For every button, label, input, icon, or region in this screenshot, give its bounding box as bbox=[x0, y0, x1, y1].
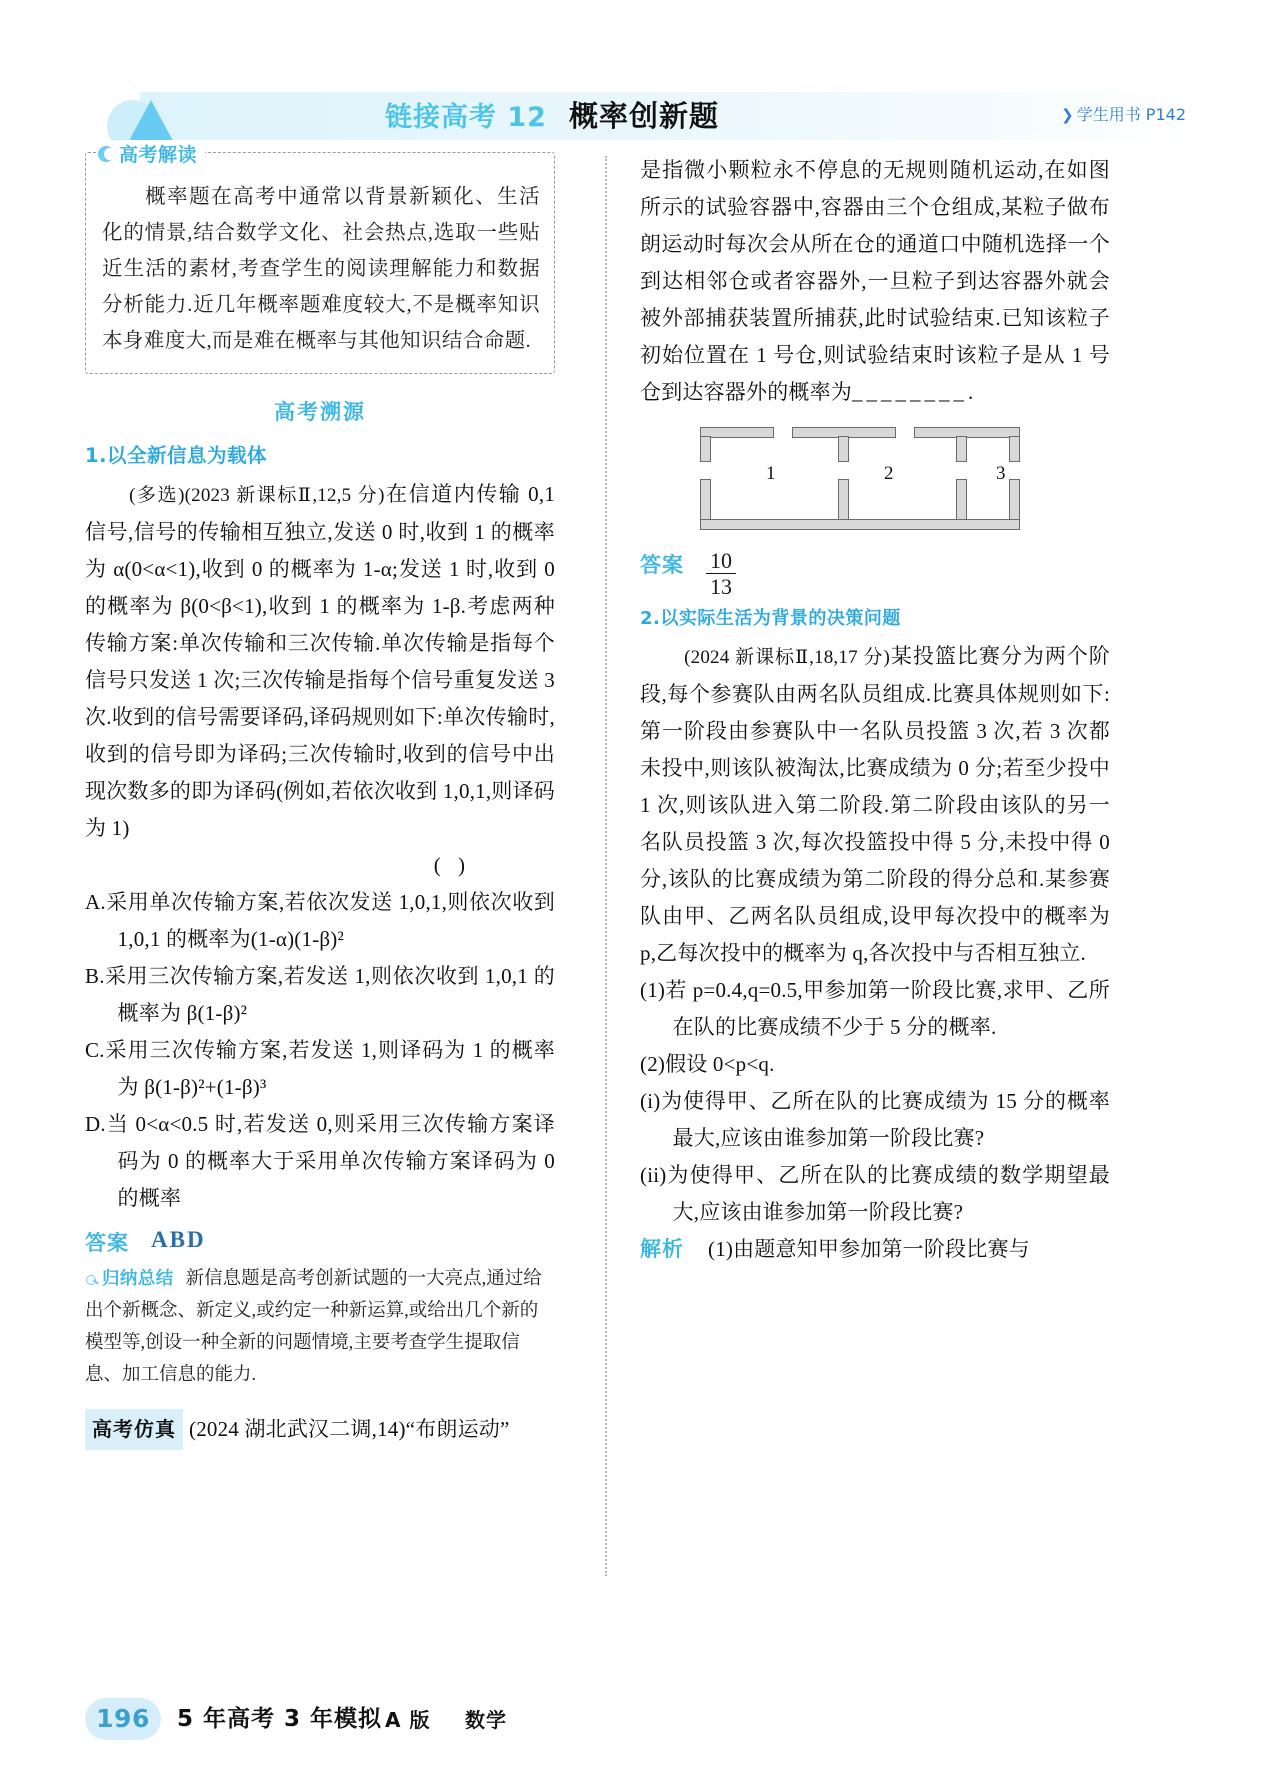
simulation-row bbox=[85, 1409, 555, 1450]
header-title-text: 概率创新题 bbox=[568, 99, 719, 133]
problem-2-part-2i: (i)为使得甲、乙所在队的比赛成绩为 15 分的概率最大,应该由谁参加第一阶段比赛? bbox=[640, 1089, 1110, 1151]
magnifier-icon bbox=[85, 1272, 99, 1286]
header-label: 链接高考 12 bbox=[385, 102, 547, 133]
exam-interpretation-title: 高考解读 bbox=[119, 144, 198, 166]
footer-edition: A 版 bbox=[385, 1708, 431, 1732]
exam-interpretation-tag bbox=[96, 140, 205, 167]
subsection-1-heading: 1.以全新信息为载体 bbox=[85, 444, 267, 467]
answer-label: 答案 bbox=[85, 1231, 129, 1255]
fraction-denominator: 13 bbox=[706, 573, 736, 598]
problem-1-options bbox=[85, 884, 555, 1217]
student-book-reference bbox=[1061, 100, 1186, 130]
problem-1-blank-tail: . bbox=[968, 380, 974, 404]
solution-label: 解析 bbox=[640, 1237, 684, 1262]
divider-wall-1-upper bbox=[838, 436, 849, 462]
bin-label-3: 3 bbox=[996, 463, 1006, 484]
problem-1-choice-blank: ( ) bbox=[433, 853, 471, 877]
problem-1-continuation-text: 是指微小颗粒永不停息的无规则随机运动,在如图所示的试验容器中,容器由三个仓组成,某粒子做布朗运动时每次会从所在仓的通道口中随机选择一个到达相邻仓或者容器外,一旦粒子到达容器外就会被外部捕获装置所捕获,此时试验结束.已知该粒子初始位置在 1 号仓,则试验结束时该粒子是从 1 号仓到达容器外的概率为 bbox=[640, 158, 1110, 404]
exam-interpretation-box bbox=[85, 144, 555, 374]
problem-2-meta: (2024 新课标Ⅱ,18,17 分) bbox=[684, 647, 891, 669]
answer-label-right: 答案 bbox=[640, 553, 684, 577]
solution-text: (1)由题意知甲参加第一阶段比赛与 bbox=[708, 1237, 1030, 1262]
exam-interpretation-body bbox=[102, 179, 540, 359]
option-c: C.采用三次传输方案,若发送 1,则译码为 1 的概率为 β(1-β)²+(1-β)³ bbox=[85, 1038, 555, 1099]
problem-1-answer-row bbox=[85, 1227, 555, 1257]
option-b: B.采用三次传输方案,若发送 1,则依次收到 1,0,1 的概率为 β(1-β)² bbox=[85, 964, 555, 1025]
page-footer bbox=[85, 1698, 1195, 1742]
right-column bbox=[640, 152, 1110, 1582]
top-wall-segment-3 bbox=[914, 427, 1020, 438]
exam-interpretation-text: 概率题在高考中通常以背景新颖化、生活化的情景,结合数学文化、社会热点,选取一些贴近生活的素材,考查学生的阅读理解能力和数据分析能力.近几年概率题难度较大,不是概率知识本身难度大,而是难在概率与其他知识结合命题. bbox=[102, 186, 540, 352]
two-column-body bbox=[85, 144, 1195, 1582]
divider-wall-2-upper bbox=[956, 436, 967, 462]
page-title bbox=[385, 94, 719, 138]
bottom-wall bbox=[700, 519, 1020, 530]
option-a: A.采用单次传输方案,若依次发送 1,0,1,则依次收到 1,0,1 的概率为(1-α)(1-β)² bbox=[85, 890, 555, 951]
container-diagram bbox=[700, 427, 1020, 539]
page-header bbox=[85, 88, 1190, 144]
chevron-right-icon: ❯ bbox=[1061, 106, 1074, 124]
simulation-text: (2024 湖北武汉二调,14)“布朗运动” bbox=[189, 1417, 510, 1441]
option-d: D.当 0<α<0.5 时,若发送 0,则采用三次传输方案译码为 0 的概率大于采用单次传输方案译码为 0 的概率 bbox=[85, 1112, 555, 1210]
problem-1-continuation: 是指微小颗粒永不停息的无规则随机运动,在如图所示的试验容器中,容器由三个仓组成,某粒子做布朗运动时每次会从所在仓的通道口中随机选择一个到达相邻仓或者容器外,一旦粒子到达容器外就会被外部捕获装置所捕获,此时试验结束.已知该粒子初始位置在 1 号仓,则试验结束时该粒子是从 1 号仓到达容器外的概率为________. bbox=[640, 158, 1110, 404]
summary-note bbox=[85, 1263, 555, 1391]
problem-1-body: 在信道内传输 0,1 信号,信号的传输相互独立,发送 0 时,收到 1 的概率为 α(0<α<1),收到 0 的概率为 1-α;发送 1 时,收到 0 的概率为 β(0<β<1),收到 1 的概率为 1-β.考虑两种传输方案:单次传输和三次传输.单次传输是指每个信号只发送 1 次;三次传输是指每个信号重复发送 3 次.收到的信号需要译码,译码规则如下:单次传输时,收到的信号即为译码;三次传输时,收到的信号中出现次数多的即为译码(例如,若依次收到 1,0,1,则译码为 1) bbox=[85, 482, 556, 840]
subsection-2-heading: 2.以实际生活为背景的决策问题 bbox=[640, 608, 901, 630]
bin-label-1: 1 bbox=[766, 463, 776, 484]
page-number: 196 bbox=[85, 1698, 161, 1740]
footer-brand: 5 年高考 3 年模拟 bbox=[177, 1706, 383, 1732]
problem-1-statement bbox=[85, 476, 555, 884]
bin-label-2: 2 bbox=[884, 463, 894, 484]
right-wall-upper bbox=[1009, 436, 1020, 462]
simulation-badge: 高考仿真 bbox=[85, 1409, 183, 1450]
summary-note-tag bbox=[85, 1269, 174, 1289]
problem-1-fraction-answer-row bbox=[640, 549, 1110, 598]
summary-note-body: 新信息题是高考创新试题的一大亮点,通过给出个新概念、新定义,或约定一种新运算,或给出几个新的模型等,创设一种全新的问题情境,主要考查学生提取信息、加工信息的能力. bbox=[85, 1269, 542, 1385]
problem-2-body: 某投篮比赛分为两个阶段,每个参赛队由两名队员组成.比赛具体规则如下:第一阶段由参赛队中一名队员投篮 3 次,若 3 次都未投中,则该队被淘汰,比赛成绩为 0 分;若至少投中 1 次,则该队进入第二阶段.第二阶段由该队的另一名队员投篮 3 次,每次投篮投中得 5 分,未投中得 0 分,该队的比赛成绩为第二阶段的得分总和.某参赛队由甲、乙两名队员组成,设甲每次投中的概率为 p,乙每次投中的概率为 q,各次投中与否相互独立. bbox=[640, 644, 1111, 966]
problem-2-part-2ii: (ii)为使得甲、乙所在队的比赛成绩的数学期望最大,应该由谁参加第一阶段比赛? bbox=[640, 1163, 1110, 1225]
problem-2-solution-row bbox=[640, 1231, 1110, 1268]
column-divider bbox=[605, 156, 607, 1576]
answer-value: ABD bbox=[151, 1227, 206, 1252]
student-book-reference-text: 学生用书 P142 bbox=[1076, 105, 1186, 124]
answer-fraction bbox=[706, 549, 736, 598]
top-wall-segment-1 bbox=[700, 427, 774, 438]
moon-dot-icon bbox=[98, 146, 114, 162]
problem-2-part-2: (2)假设 0<p<q. bbox=[640, 1052, 775, 1077]
left-column bbox=[85, 144, 556, 1582]
problem-2-statement bbox=[640, 638, 1110, 972]
problem-1-meta: (多选)(2023 新课标Ⅱ,12,5 分) bbox=[129, 485, 385, 506]
problem-2-part-1: (1)若 p=0.4,q=0.5,甲参加第一阶段比赛,求甲、乙所在队的比赛成绩不少于 5 分的概率. bbox=[640, 978, 1110, 1040]
fraction-numerator: 10 bbox=[710, 548, 732, 573]
source-heading: 高考溯源 bbox=[274, 400, 366, 424]
left-wall-upper bbox=[700, 436, 711, 462]
footer-subject: 数学 bbox=[465, 1708, 507, 1732]
summary-note-title: 归纳总结 bbox=[102, 1269, 174, 1289]
problem-2-parts bbox=[640, 972, 1110, 1231]
